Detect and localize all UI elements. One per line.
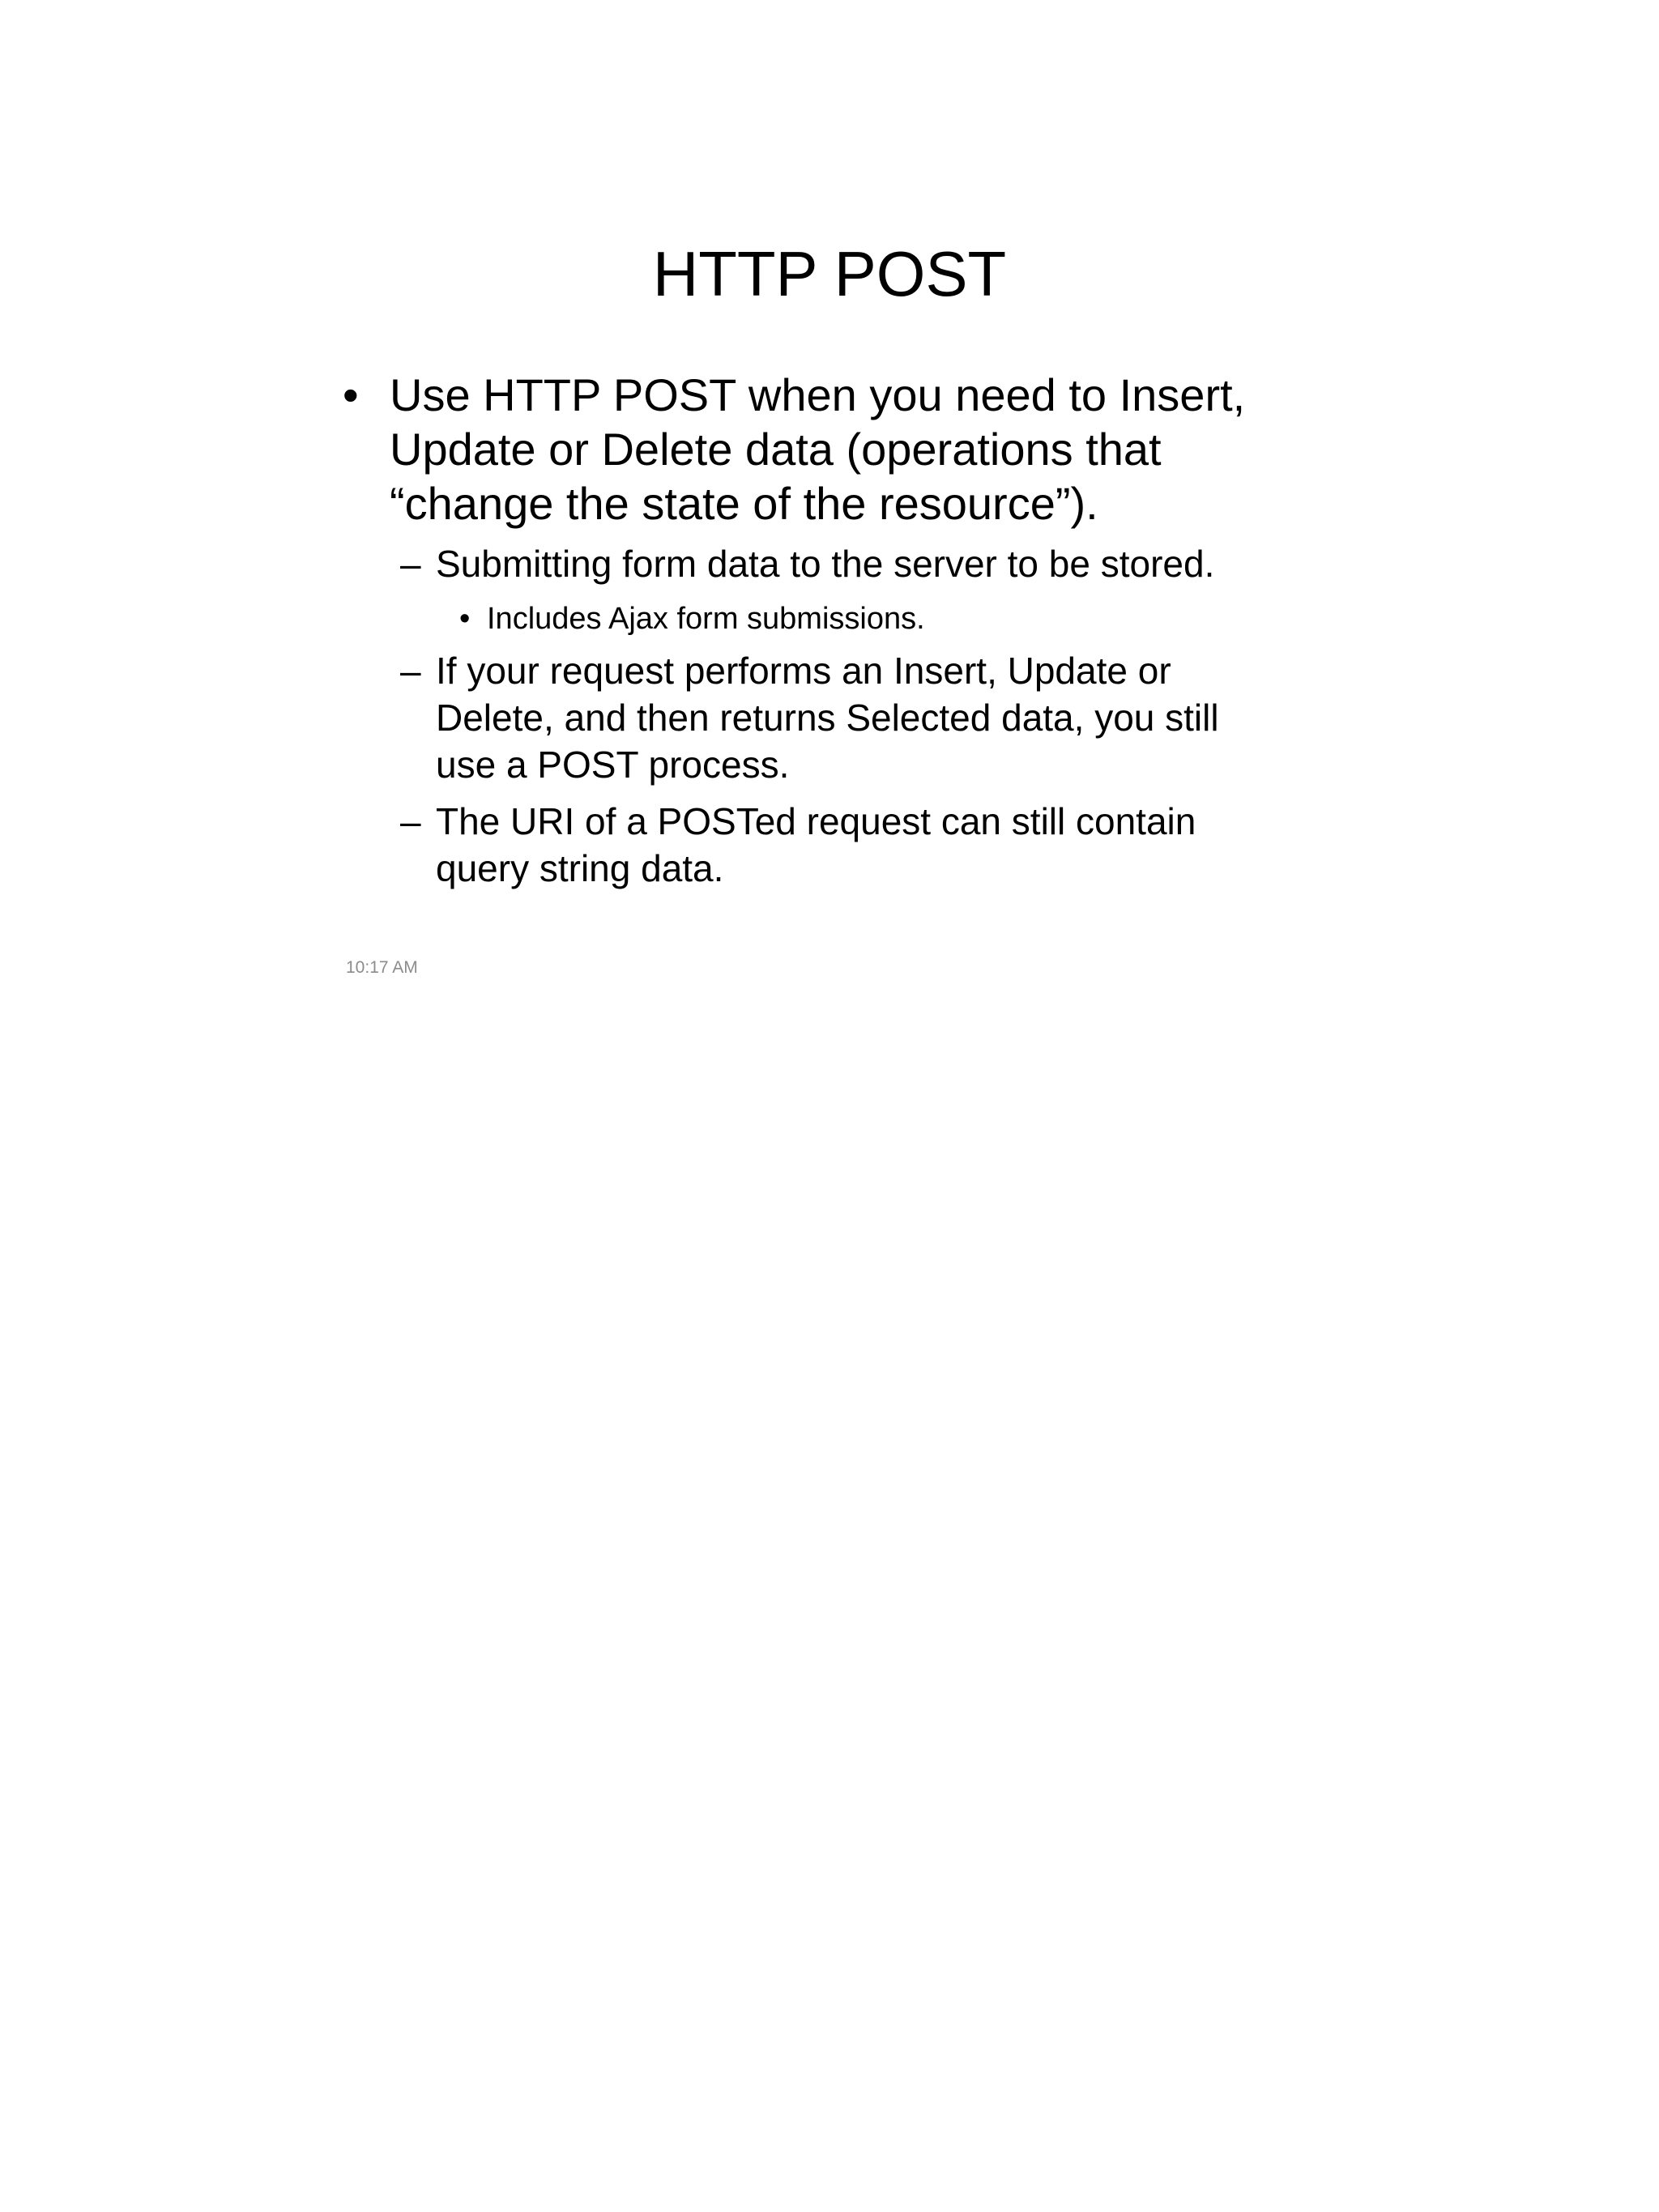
sub-bullet-line: The URI of a POSTed request can still contain	[436, 800, 1196, 842]
sub-bullet-line: Submitting form data to the server to be stored.	[436, 543, 1215, 585]
bullet-marker: •	[343, 369, 359, 420]
slide-title: HTTP POST	[652, 238, 1007, 309]
dash-marker: –	[400, 650, 421, 692]
bullet-line: “change the state of the resource”).	[390, 478, 1098, 529]
bullet-line: Update or Delete data (operations that	[390, 424, 1162, 475]
bullet-item	[343, 368, 1245, 531]
bullet-marker: •	[459, 602, 471, 636]
sub-bullet-line: If your request performs an Insert, Update or	[436, 650, 1171, 692]
sub-bullet-line: use a POST process.	[436, 744, 790, 786]
dash-marker: –	[400, 800, 421, 842]
sub-bullet-line: query string data.	[436, 847, 724, 889]
dash-marker: –	[400, 543, 421, 585]
sub-bullet-text	[436, 540, 1214, 587]
sub-sub-bullet-item	[459, 600, 925, 637]
sub-sub-bullet-text	[487, 600, 925, 637]
sub-bullet-text	[436, 647, 1219, 788]
sub-bullet-item	[400, 798, 1196, 892]
sub-bullet-line: Delete, and then returns Selected data, you still	[436, 697, 1219, 739]
sub-sub-bullet-line: Includes Ajax form submissions.	[487, 602, 925, 636]
bullet-line: Use HTTP POST when you need to Insert,	[390, 369, 1246, 420]
timestamp: 10:17 AM	[346, 958, 418, 977]
bullet-text	[390, 368, 1245, 531]
sub-bullet-text	[436, 798, 1196, 892]
sub-bullet-item	[400, 647, 1219, 788]
sub-bullet-item	[400, 540, 1214, 587]
